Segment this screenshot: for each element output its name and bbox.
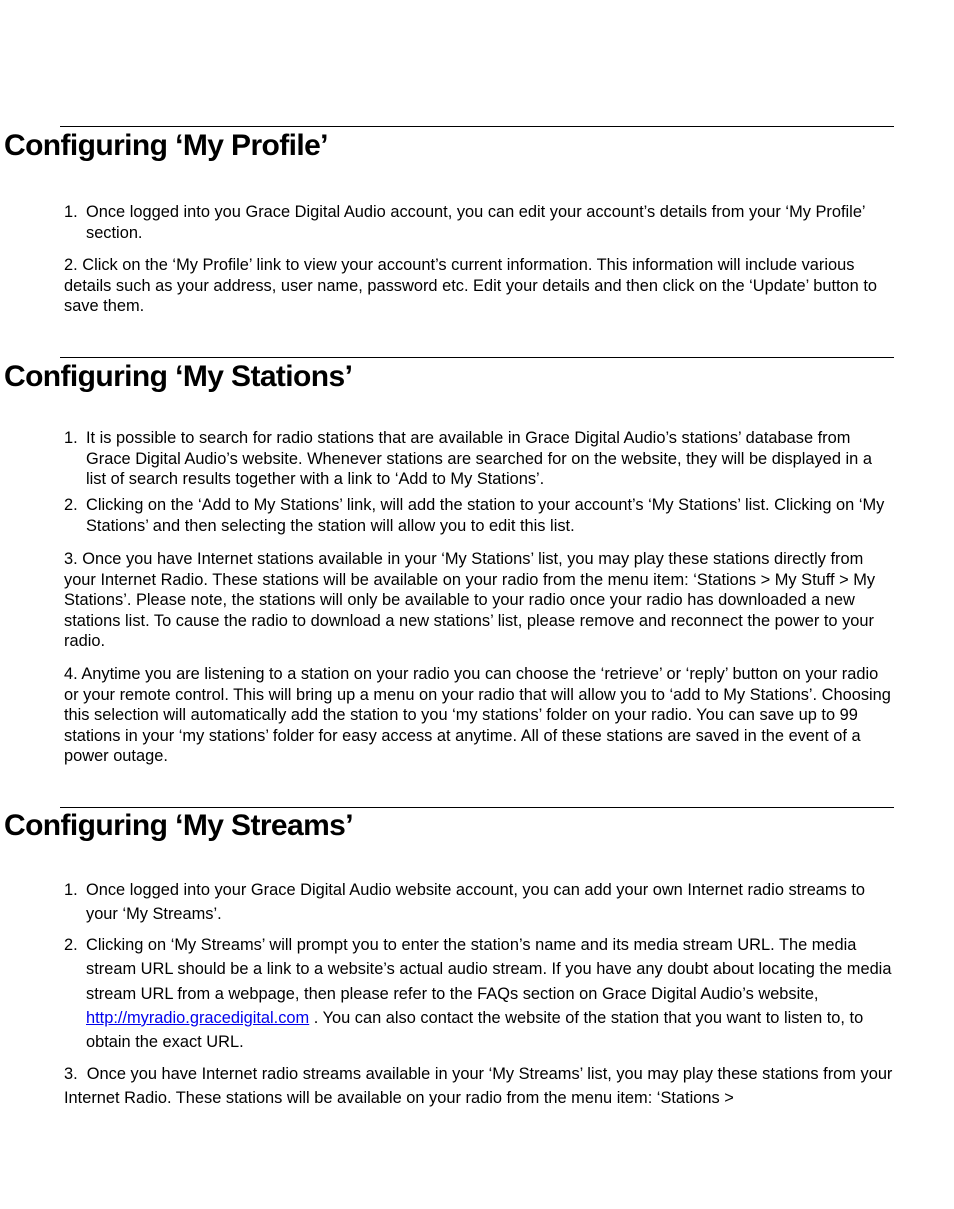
section-divider-stations [60, 357, 894, 358]
streams-item-3 [64, 1062, 894, 1111]
item-number: 2. [64, 496, 78, 514]
item-number: 1. [64, 881, 78, 899]
item-text: It is possible to search for radio stations that are available in Grace Digital Audio’s stations’ database from Grace Digital Audio’s website. Whenever stations are searched for on the website, they will be displayed in a list of search results together with a link to ‘Add to My Stations’. [86, 429, 872, 488]
item-text: Once you have Internet stations available in your ‘My Stations’ list, you may play these stations directly from your Internet Radio. These stations will be available on your radio from the menu item: ‘Stations > My Stuff > My Stations’. Please note, the stations will only be available to your radio once your radio has downloaded a new stations list. To cause the radio to download a new stations’ list, please remove and reconnect the power to your radio. [64, 550, 876, 650]
item-text-continued: . You can also contact the website of the station that you want to listen to, to obtain the exact URL. [86, 1008, 864, 1052]
item-text: Clicking on ‘My Streams’ will prompt you to enter the station’s name and its media stream URL. The media stream URL should be a link to a website’s actual audio stream. If you have any doubt about locating the media stream URL from a webpage, then please refer to the FAQs section on Grace Digital Audio’s website, [86, 936, 892, 1003]
stations-item-2 [64, 495, 894, 536]
item-text: Anytime you are listening to a station on your radio you can choose the ‘retrieve’ or ‘reply’ button on your radio or your remote control. This will bring up a menu on your radio that will allow you to ‘add to My Stations’. Choosing this selection will automatically add the station to you ‘my stations’ folder on your radio. You can save up to 99 stations in your ‘my stations’ folder for easy access at anytime. All of these stations are saved in the event of a power outage. [64, 665, 891, 765]
item-text: Click on the ‘My Profile’ link to view your account’s current information. This information will include various details such as your address, user name, password etc. Edit your details and then click on the ‘Update’ button to save them. [64, 256, 878, 315]
streams-item-2 [64, 933, 894, 1054]
stations-item-3 [64, 549, 894, 652]
item-number: 2. [64, 256, 78, 274]
item-number: 1. [64, 429, 78, 447]
item-text: Once you have Internet radio streams available in your ‘My Streams’ list, you may play these stations from your Internet Radio. These stations will be available on your radio from the menu item: ‘Stations > [64, 1065, 893, 1108]
stations-item-1 [64, 428, 894, 490]
item-number: 3. [64, 1065, 78, 1083]
section-divider-streams [60, 807, 894, 808]
streams-item-1 [64, 878, 894, 927]
heading-my-streams: Configuring ‘My Streams’ [4, 809, 353, 842]
heading-my-profile: Configuring ‘My Profile’ [4, 129, 328, 162]
item-text: Once logged into you Grace Digital Audio account, you can edit your account’s details from your ‘My Profile’ section. [86, 203, 865, 242]
item-number: 1. [64, 203, 78, 221]
item-number: 3. [64, 550, 78, 568]
item-text: Clicking on the ‘Add to My Stations’ link, will add the station to your account’s ‘My Stations’ list. Clicking on ‘My Stations’ and then selecting the station will allow you to edit this list. [86, 496, 885, 535]
item-text: Once logged into your Grace Digital Audio website account, you can add your own Internet radio streams to your ‘My Streams’. [86, 881, 865, 924]
item-number: 2. [64, 936, 78, 954]
section-divider-profile [60, 126, 894, 127]
heading-my-stations: Configuring ‘My Stations’ [4, 360, 353, 393]
stations-item-4 [64, 664, 894, 767]
item-number: 4. [64, 665, 78, 683]
gracedigital-link[interactable]: http://myradio.gracedigital.com [86, 1008, 310, 1027]
profile-item-2 [64, 255, 894, 317]
profile-item-1 [64, 202, 894, 243]
